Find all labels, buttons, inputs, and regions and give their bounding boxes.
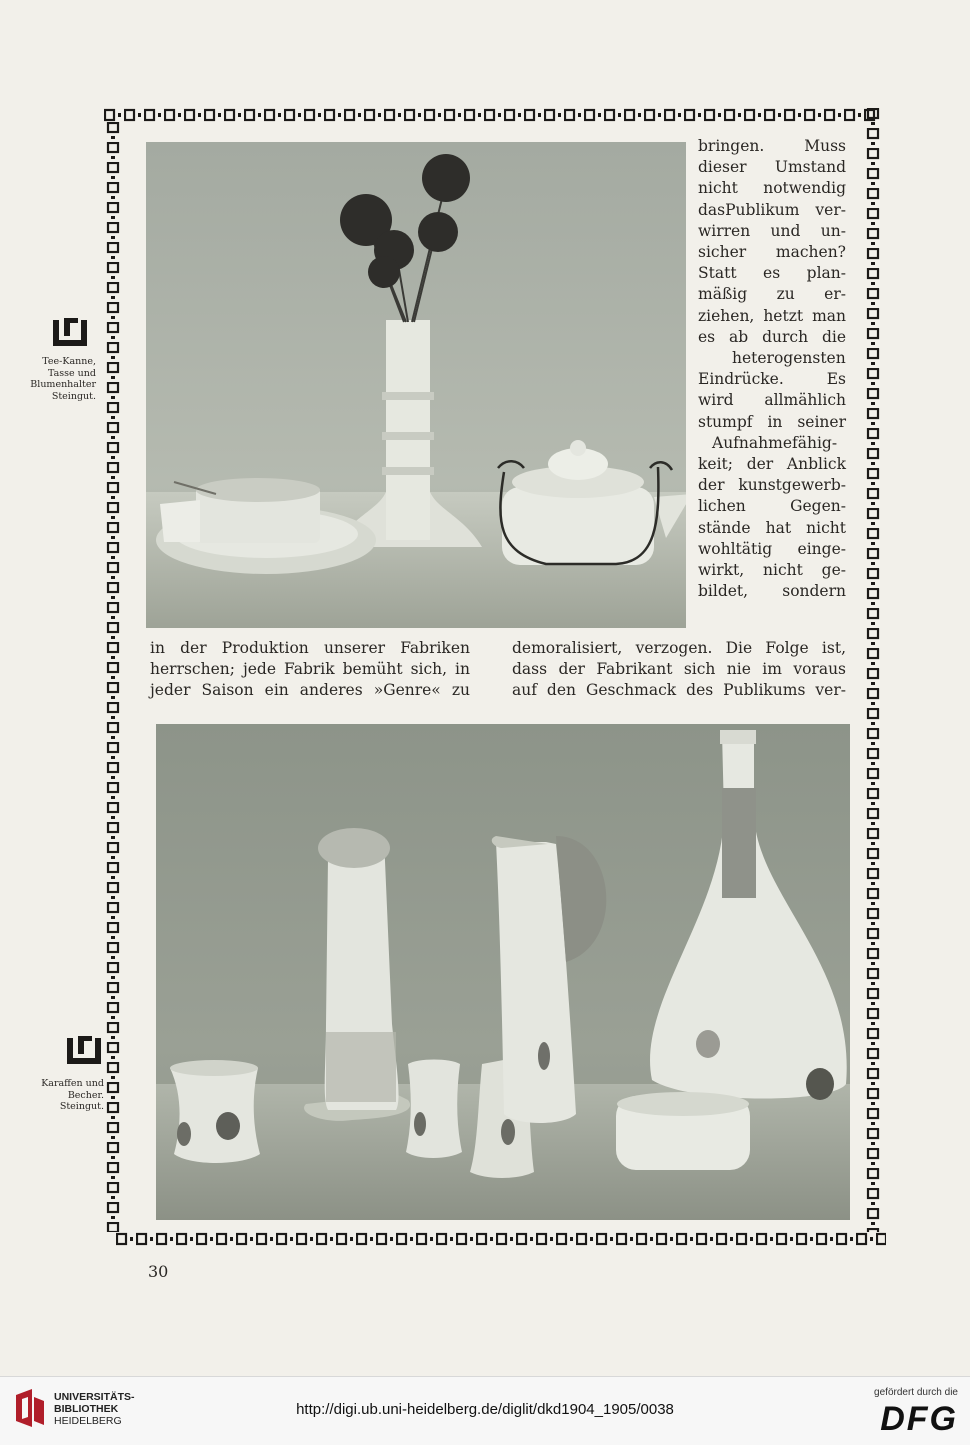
border-bottom xyxy=(116,1232,886,1246)
text-column-right: bringen. Muss dieser Umstand nicht notwendig dasPublikum ver- wirren und un- sicher machen? Statt es plan- mäßig zu er- ziehen, hetzt man es ab durch die heterogensten Eindrücke. Es wird allmählich stumpf in seiner Aufnahmefähig- keit; der Anblick der kunstgewerb- lichen Gegen- stände hat nicht wohltätig einge- wirkt, nicht ge- bildet, sondern xyxy=(698,137,846,601)
border-top xyxy=(104,108,878,122)
caption-top: Tee-Kanne, Tasse und Blumenhalter Steingut. xyxy=(30,356,96,402)
footer-bar xyxy=(0,1376,970,1445)
text-column-right-lower: demoralisiert, verzogen. Die Folge ist, dass der Fabrikant sich nie im voraus auf den Geschmack des Publikums ver- xyxy=(512,639,846,700)
photo-tea-set xyxy=(146,142,686,628)
caption-bottom: Karaffen und Becher. Steingut. xyxy=(41,1078,104,1112)
monogram-bottom-icon xyxy=(64,1034,104,1066)
permalink-url[interactable]: http://digi.ub.uni-heidelberg.de/diglit/dkd1904_1905/0038 xyxy=(296,1401,674,1418)
border-left xyxy=(106,122,120,1232)
photo-carafes xyxy=(156,724,850,1220)
funded-by-label: gefördert durch die xyxy=(874,1387,958,1398)
border-right xyxy=(866,108,880,1232)
text-column-left-lower: in der Produktion unserer Fabriken herrschen; jede Fabrik bemüht sich, in jeder Saison ein anderes »Genre« zu xyxy=(150,639,470,700)
university-name: UNIVERSITÄTS- BIBLIOTHEK HEIDELBERG xyxy=(54,1391,135,1427)
monogram-top-icon xyxy=(50,316,90,348)
page-number: 30 xyxy=(148,1262,169,1281)
dfg-logo: DFG xyxy=(880,1400,958,1438)
